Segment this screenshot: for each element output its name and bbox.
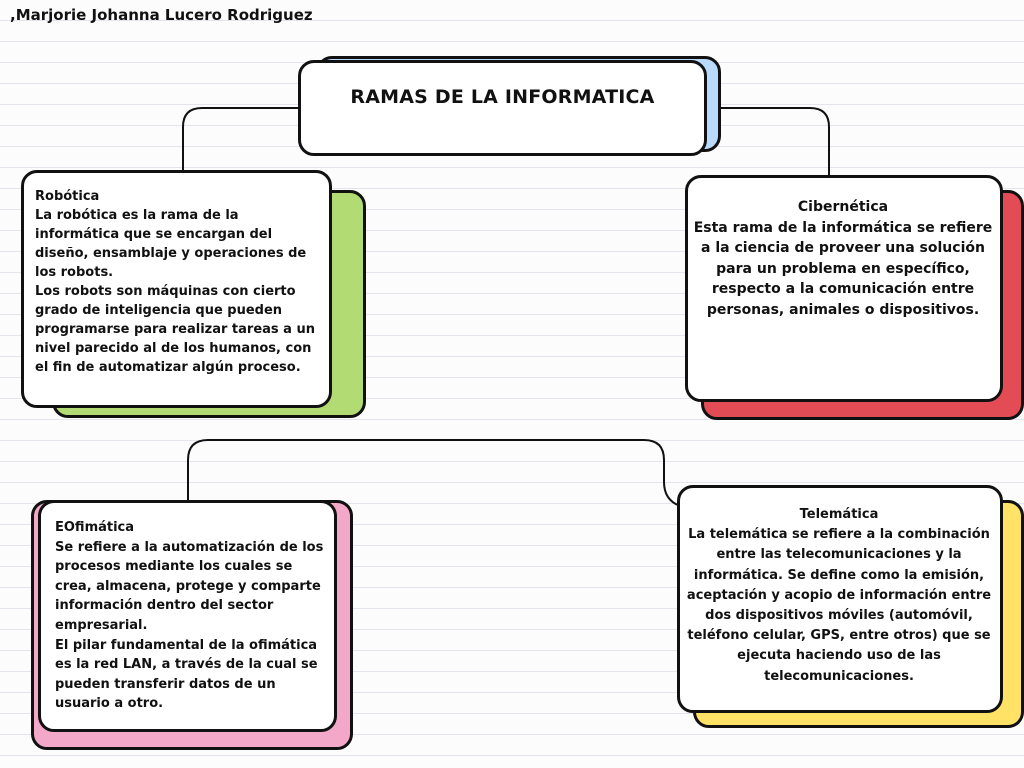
connector-title-robotica <box>183 108 300 172</box>
ofimatica-paragraph-2: El pilar fundamental de la ofimática es la red LAN, a través de la cual se pueden transferir datos de un usuario a otro. <box>55 637 318 712</box>
diagram-title: RAMAS DE LA INFORMATICA <box>350 85 655 108</box>
telematica-box <box>677 485 1003 713</box>
author-name: ,Marjorie Johanna Lucero Rodriguez <box>10 6 313 24</box>
cibernetica-heading: Cibernética <box>797 199 889 215</box>
connector-title-cibernetica <box>718 108 829 178</box>
cibernetica-paragraph: Esta rama de la informática se refiere a la ciencia de proveer una solución para un problema en específico, respecto a la comunicación entre personas, animales o dispositivos. <box>693 219 993 318</box>
robotica-paragraph-2: Los robots son máquinas con cierto grado de inteligencia que pueden programarse para realizar tareas a un nivel parecido al de los humanos, con el fin de automatizar algún proceso. <box>35 284 315 375</box>
ofimatica-box <box>38 500 337 732</box>
telematica-paragraph: La telemática se refiere a la combinación entre las telecomunicaciones y la informática. Se define como la emisión, aceptación y acopio de información entre dos dispositivos móviles (automóvil, teléfono celular, GPS, entre otros) que se ejecuta haciendo uso de las telecomunicaciones. <box>686 527 992 684</box>
ofimatica-heading: EOfimática <box>55 520 135 535</box>
telematica-heading: Telemática <box>799 507 879 522</box>
cibernetica-box <box>685 175 1003 402</box>
ofimatica-paragraph-1: Se refiere a la automatización de los procesos mediante los cuales se crea, almacena, protege y comparte información dentro del sector empresarial. <box>55 539 324 633</box>
title-box <box>298 60 707 156</box>
robotica-box <box>21 170 332 408</box>
robotica-paragraph-1: La robótica es la rama de la informática que se encargan del diseño, ensamblaje y operaciones de los robots. <box>35 208 307 280</box>
robotica-heading: Robótica <box>35 189 100 204</box>
connector-ofimatica-telematica <box>188 440 680 506</box>
